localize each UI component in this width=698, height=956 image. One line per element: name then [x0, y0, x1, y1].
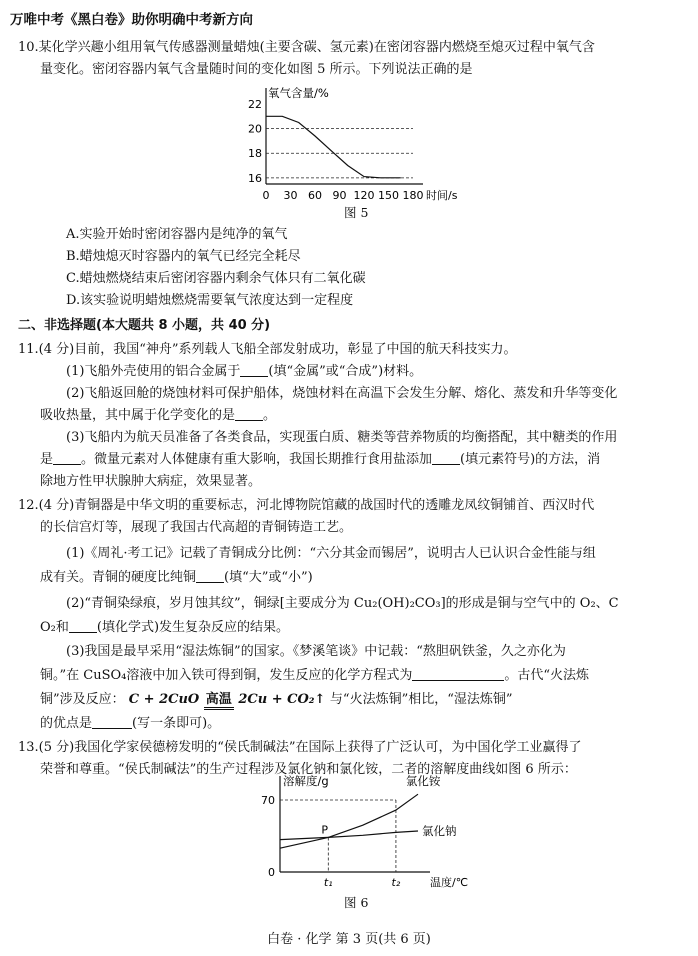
- x-tick-label: t₂: [391, 876, 401, 889]
- q10-stem-line1: 10.某化学兴趣小组用氧气传感器测量蜡烛(主要含碳、氢元素)在密闭容器内燃烧至熄灭过程中氧气含: [18, 40, 595, 55]
- x-tick-label: 30: [283, 189, 298, 202]
- q12-part1-line1: (1)《周礼·考工记》记载了青铜成分比例：“六分其金而锡居”，说明古人已认识合金性能与组: [66, 546, 596, 561]
- figure-6-chart: [240, 772, 469, 894]
- y-tick-label: 20: [248, 122, 262, 136]
- y-tick-label: 0: [268, 866, 275, 879]
- q12-part3-line4: 的优点是 (写一条即可)。: [40, 716, 221, 731]
- q11-part3-line3: 除地方性甲状腺肿大病症，效果显著。: [40, 474, 262, 489]
- q11-part3-line1: (3)飞船内为航天员准备了各类食品，实现蛋白质、糖类等营养物质的均衡搭配，其中糖类的作用: [66, 430, 618, 445]
- page-header: 万唯中考《黑白卷》助你明确中考新方向: [10, 12, 253, 28]
- answer-blank[interactable]: [432, 450, 460, 465]
- q12-stem-line1: 12.(4 分)青铜器是中华文明的重要标志，河北博物院馆藏的战国时代的透雕龙凤纹铜铺首、西汉时代: [18, 498, 595, 513]
- x-tick-label: 120: [353, 189, 375, 202]
- answer-blank[interactable]: [53, 450, 81, 465]
- x-tick-label: 180: [402, 189, 424, 202]
- sodium-chloride-curve: [280, 831, 418, 840]
- figure-5-caption: 图 5: [344, 205, 369, 220]
- oxygen-content-curve: [266, 116, 401, 178]
- q13-stem-line1: 13.(5 分)我国化学家侯德榜发明的“侯氏制碱法”在国际上获得了广泛认可，为中国化学工业赢得了: [18, 740, 582, 755]
- series-label-ammonium-chloride: 氯化铵: [405, 774, 441, 788]
- x-tick-label: 0: [262, 189, 270, 202]
- x-axis-label: 温度/℃: [430, 876, 469, 889]
- y-tick-label: 18: [248, 147, 262, 161]
- y-axis-label: 溶解度/g: [283, 774, 329, 788]
- q11-part2-line1: (2)飞船返回舱的烧蚀材料可保护船体，烧蚀材料在高温下会发生分解、熔化、蒸发和升华等变化: [66, 386, 618, 401]
- q10-option-a: A.实验开始时密闭容器内是纯净的氧气: [66, 227, 288, 242]
- q10-option-c: C.蜡烛燃烧结束后密闭容器内剩余气体只有二氧化碳: [66, 271, 366, 286]
- x-axis-label: 时间/s: [426, 189, 458, 202]
- q12-part3-line1: (3)我国是最早采用“湿法炼铜”的国家。《梦溪笔谈》中记载：“熬胆矾铁釜，久之亦化为: [66, 644, 566, 659]
- y-axis-label: 氧气含量/%: [268, 86, 329, 100]
- x-tick-label: 60: [308, 189, 322, 202]
- q11-part3-line2: 是 。微量元素对人体健康有重大影响，我国长期推行食用盐添加 (填元素符号)的方法，消: [40, 452, 601, 467]
- figure-5-chart: [238, 84, 478, 202]
- y-tick-label: 70: [261, 794, 275, 807]
- x-tick-label: t₁: [323, 876, 333, 889]
- q10-stem-line2: 量变化。密闭容器内氧气含量随时间的变化如图 5 所示。下列说法正确的是: [40, 62, 473, 77]
- x-tick-label: 150: [378, 189, 399, 202]
- reaction-equation: C + 2CuO 高温 2Cu + CO₂↑: [129, 692, 330, 707]
- answer-blank[interactable]: [412, 666, 504, 681]
- answer-blank[interactable]: [240, 362, 268, 377]
- q13-stem-line2: 荣誉和尊重。“侯氏制碱法”的生产过程涉及氯化钠和氯化铵，二者的溶解度曲线如图 6 所示：: [40, 762, 577, 777]
- reaction-condition: 高温: [204, 693, 234, 710]
- q12-part3-line3: 铜”涉及反应： C + 2CuO 高温 2Cu + CO₂↑ 与“火法炼铜”相比，“湿法炼铜”: [40, 690, 513, 710]
- q10-option-d: D.该实验说明蜡烛燃烧需要氧气浓度达到一定程度: [66, 293, 354, 308]
- x-tick-label: 90: [332, 189, 347, 202]
- ammonium-chloride-curve: [280, 794, 418, 848]
- point-p-label: P: [321, 823, 329, 837]
- answer-blank[interactable]: [196, 568, 224, 583]
- answer-blank[interactable]: [69, 618, 97, 633]
- answer-blank[interactable]: [92, 714, 132, 729]
- y-tick-label: 22: [248, 98, 262, 111]
- q12-part3-line2: 铜。”在 CuSO₄溶液中加入铁可得到铜，发生反应的化学方程式为 。古代“火法炼: [40, 668, 590, 683]
- q12-part2-line1: (2)“青铜染绿痕，岁月蚀其纹”，铜绿[主要成分为 Cu₂(OH)₂CO₃]的形成是铜与空气中的 O₂、C: [66, 596, 619, 611]
- answer-blank[interactable]: [235, 406, 263, 421]
- q12-stem-line2: 的长信宫灯等，展现了我国古代高超的青铜铸造工艺。: [40, 520, 353, 535]
- section-2-heading: 二、非选择题(本大题共 8 小题，共 40 分): [18, 318, 271, 333]
- y-tick-label: 16: [248, 171, 262, 185]
- series-label-sodium-chloride: 氯化钠: [422, 823, 457, 838]
- q11-part2-line2: 吸收热量，其中属于化学变化的是 。: [40, 408, 277, 423]
- q12-part2-line2: O₂和 (填化学式)发生复杂反应的结果。: [40, 620, 290, 635]
- q11-stem: 11.(4 分)目前，我国“神舟”系列载人飞船全部发射成功，彰显了中国的航天科技实力。: [18, 342, 517, 357]
- q11-part1: (1)飞船外壳使用的铝合金属于 (填“金属”或“合成”)材料。: [66, 364, 423, 379]
- figure-6-caption: 图 6: [344, 895, 369, 910]
- q10-option-b: B.蜡烛熄灭时容器内的氧气已经完全耗尽: [66, 249, 301, 264]
- q12-part1-line2: 成有关。青铜的硬度比纯铜 (填“大”或“小”): [40, 570, 313, 585]
- page-footer: 白卷 · 化学 第 3 页(共 6 页): [267, 932, 431, 947]
